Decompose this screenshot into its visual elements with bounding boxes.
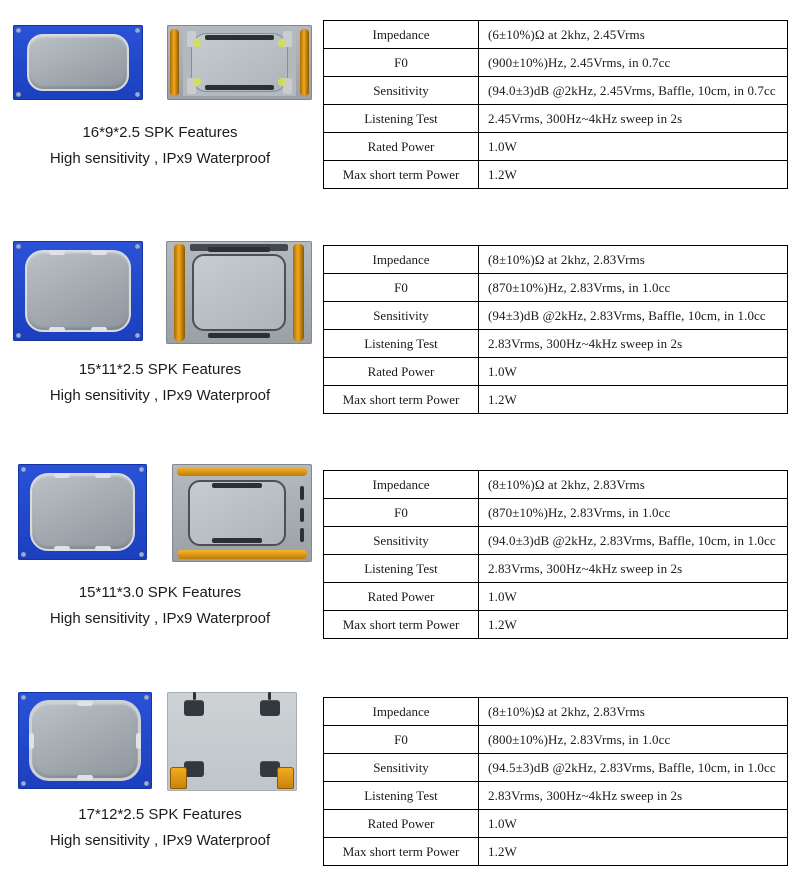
spec-label: Sensitivity [324, 527, 479, 555]
spec-label: Max short term Power [324, 386, 479, 414]
spec-value: (8±10%)Ω at 2khz, 2.83Vrms [479, 471, 788, 499]
speaker-inner-image [167, 25, 312, 100]
spec-label: Impedance [324, 246, 479, 274]
spec-value: (8±10%)Ω at 2khz, 2.83Vrms [479, 246, 788, 274]
solder-clip-right [277, 767, 294, 789]
terminal-stem [268, 692, 271, 700]
glue-glint [278, 39, 286, 47]
edge-slot [300, 486, 304, 500]
product-figures [0, 25, 320, 100]
spec-row [324, 555, 788, 583]
diaphragm [30, 473, 135, 551]
diaphragm-notch [95, 473, 111, 478]
caption-title: 17*12*2.5 SPK Features [78, 806, 242, 823]
spec-value: 2.83Vrms, 300Hz~4kHz sweep in 2s [479, 555, 788, 583]
spec-row [324, 698, 788, 726]
spec-label: Impedance [324, 471, 479, 499]
vent-bar-top [208, 247, 270, 252]
magnet-pad [184, 700, 204, 716]
spec-row [324, 274, 788, 302]
magnet-pad [184, 761, 204, 777]
diaphragm [29, 700, 141, 781]
contact-spring-right [300, 29, 309, 96]
vent-bar-top [212, 483, 262, 488]
magnet-pad [260, 700, 280, 716]
spec-value: (8±10%)Ω at 2khz, 2.83Vrms [479, 698, 788, 726]
spec-row [324, 77, 788, 105]
spec-row [324, 330, 788, 358]
spec-row [324, 810, 788, 838]
spec-row [324, 583, 788, 611]
spec-table [323, 470, 788, 639]
spec-row [324, 386, 788, 414]
spec-table [323, 697, 788, 866]
speaker-inner-image [166, 241, 312, 344]
terminal-stem [193, 692, 196, 700]
spec-label: Listening Test [324, 105, 479, 133]
contact-spring-top [177, 467, 307, 476]
spec-label: Impedance [324, 698, 479, 726]
contact-spring-left [174, 244, 185, 341]
spec-label: Impedance [324, 21, 479, 49]
caption-title: 16*9*2.5 SPK Features [82, 124, 238, 141]
spec-value: (94.0±3)dB @2kHz, 2.83Vrms, Baffle, 10cm, in 1.0cc [479, 527, 788, 555]
diaphragm [192, 254, 286, 331]
diaphragm-notch [91, 327, 107, 332]
spec-label: F0 [324, 499, 479, 527]
vent-bar-top [205, 35, 274, 40]
diaphragm-notch [49, 250, 65, 255]
speaker-inner-image [172, 464, 312, 562]
edge-slot [300, 508, 304, 522]
product-figures [0, 241, 320, 344]
spec-value: 2.83Vrms, 300Hz~4kHz sweep in 2s [479, 330, 788, 358]
spec-value: (6±10%)Ω at 2khz, 2.45Vrms [479, 21, 788, 49]
spec-label: F0 [324, 49, 479, 77]
speaker-front-image [13, 25, 143, 100]
screw-icon [21, 552, 26, 557]
screw-icon [16, 244, 21, 249]
spec-label: Rated Power [324, 583, 479, 611]
spec-row [324, 471, 788, 499]
spec-label: F0 [324, 274, 479, 302]
spec-label: Sensitivity [324, 77, 479, 105]
glue-glint [278, 78, 286, 86]
spec-value: 2.45Vrms, 300Hz~4kHz sweep in 2s [479, 105, 788, 133]
screw-icon [144, 695, 149, 700]
screw-icon [21, 695, 26, 700]
screw-icon [135, 333, 140, 338]
spec-value: (900±10%)Hz, 2.45Vrms, in 0.7cc [479, 49, 788, 77]
edge-slot [300, 528, 304, 542]
caption-subtitle: High sensitivity , IPx9 Waterproof [49, 387, 271, 404]
spec-value: (94.0±3)dB @2kHz, 2.45Vrms, Baffle, 10cm, in 0.7cc [479, 77, 788, 105]
screw-icon [144, 781, 149, 786]
spec-row [324, 133, 788, 161]
contact-spring-left [170, 29, 179, 96]
contact-spring-right [293, 244, 304, 341]
screw-icon [139, 467, 144, 472]
diaphragm [27, 34, 129, 91]
spec-row [324, 726, 788, 754]
spec-label: Listening Test [324, 330, 479, 358]
spec-value: 1.0W [479, 810, 788, 838]
speaker-front-image [18, 692, 152, 789]
spec-value: (94±3)dB @2kHz, 2.83Vrms, Baffle, 10cm, in 1.0cc [479, 302, 788, 330]
glue-glint [193, 78, 201, 86]
product-figures [0, 464, 320, 562]
caption-title: 15*11*3.0 SPK Features [78, 584, 242, 601]
product-caption [0, 802, 320, 854]
spec-label: Rated Power [324, 358, 479, 386]
screw-icon [21, 467, 26, 472]
vent-bar-bottom [208, 333, 270, 338]
screw-icon [21, 781, 26, 786]
product-section-15x11x3p0 [0, 470, 800, 670]
speaker-front-image [13, 241, 143, 341]
diaphragm-notch [29, 733, 34, 749]
speaker-front-image [18, 464, 147, 560]
spec-row [324, 21, 788, 49]
spec-table [323, 20, 788, 189]
caption-subtitle: High sensitivity , IPx9 Waterproof [49, 832, 271, 849]
glue-glint [193, 39, 201, 47]
spec-row [324, 246, 788, 274]
diaphragm-notch [54, 546, 70, 551]
spec-label: Rated Power [324, 133, 479, 161]
spec-row [324, 105, 788, 133]
spec-row [324, 161, 788, 189]
screw-icon [139, 552, 144, 557]
product-caption [0, 120, 320, 172]
spec-value: 1.0W [479, 583, 788, 611]
diaphragm-notch [49, 327, 65, 332]
diaphragm-notch [77, 775, 93, 780]
spec-row [324, 527, 788, 555]
spec-value: (870±10%)Hz, 2.83Vrms, in 1.0cc [479, 499, 788, 527]
product-figures [0, 692, 320, 791]
diaphragm-notch [95, 546, 111, 551]
screw-icon [135, 244, 140, 249]
spec-value: (870±10%)Hz, 2.83Vrms, in 1.0cc [479, 274, 788, 302]
product-section-15x11x2p5 [0, 245, 800, 445]
screw-icon [16, 333, 21, 338]
contact-spring-bottom [177, 550, 307, 559]
spec-label: Max short term Power [324, 161, 479, 189]
caption-subtitle: High sensitivity , IPx9 Waterproof [49, 610, 271, 627]
spec-label: Sensitivity [324, 302, 479, 330]
vent-bar-bottom [205, 85, 274, 90]
spec-row [324, 611, 788, 639]
spec-label: Sensitivity [324, 754, 479, 782]
caption-title: 15*11*2.5 SPK Features [78, 361, 242, 378]
spec-value: 1.0W [479, 133, 788, 161]
spec-row [324, 838, 788, 866]
diaphragm-notch [77, 701, 93, 706]
diaphragm [25, 250, 131, 332]
spec-row [324, 358, 788, 386]
screw-icon [135, 28, 140, 33]
screw-icon [135, 92, 140, 97]
diaphragm [191, 33, 288, 92]
spec-value: (800±10%)Hz, 2.83Vrms, in 1.0cc [479, 726, 788, 754]
product-caption [0, 580, 320, 632]
spec-value: 1.2W [479, 838, 788, 866]
spec-value: (94.5±3)dB @2kHz, 2.83Vrms, Baffle, 10cm, in 1.0cc [479, 754, 788, 782]
spec-label: F0 [324, 726, 479, 754]
diaphragm-notch [136, 733, 141, 749]
speaker-back-image [167, 692, 297, 791]
spec-label: Max short term Power [324, 838, 479, 866]
spec-value: 1.0W [479, 358, 788, 386]
spec-row [324, 49, 788, 77]
spec-table [323, 245, 788, 414]
spec-row [324, 499, 788, 527]
diaphragm [188, 480, 286, 546]
spec-row [324, 754, 788, 782]
solder-clip-left [170, 767, 187, 789]
product-section-17x12x2p5 [0, 697, 800, 874]
vent-bar-bottom [212, 538, 262, 543]
spec-row [324, 782, 788, 810]
screw-icon [16, 28, 21, 33]
product-caption [0, 357, 320, 409]
product-section-16x9x2p5 [0, 20, 800, 220]
screw-icon [16, 92, 21, 97]
caption-subtitle: High sensitivity , IPx9 Waterproof [49, 150, 271, 167]
spec-label: Listening Test [324, 555, 479, 583]
spec-value: 1.2W [479, 386, 788, 414]
spec-label: Listening Test [324, 782, 479, 810]
spec-value: 2.83Vrms, 300Hz~4kHz sweep in 2s [479, 782, 788, 810]
spec-label: Max short term Power [324, 611, 479, 639]
diaphragm-notch [91, 250, 107, 255]
spec-label: Rated Power [324, 810, 479, 838]
spec-value: 1.2W [479, 161, 788, 189]
spec-value: 1.2W [479, 611, 788, 639]
spec-row [324, 302, 788, 330]
diaphragm-notch [54, 473, 70, 478]
